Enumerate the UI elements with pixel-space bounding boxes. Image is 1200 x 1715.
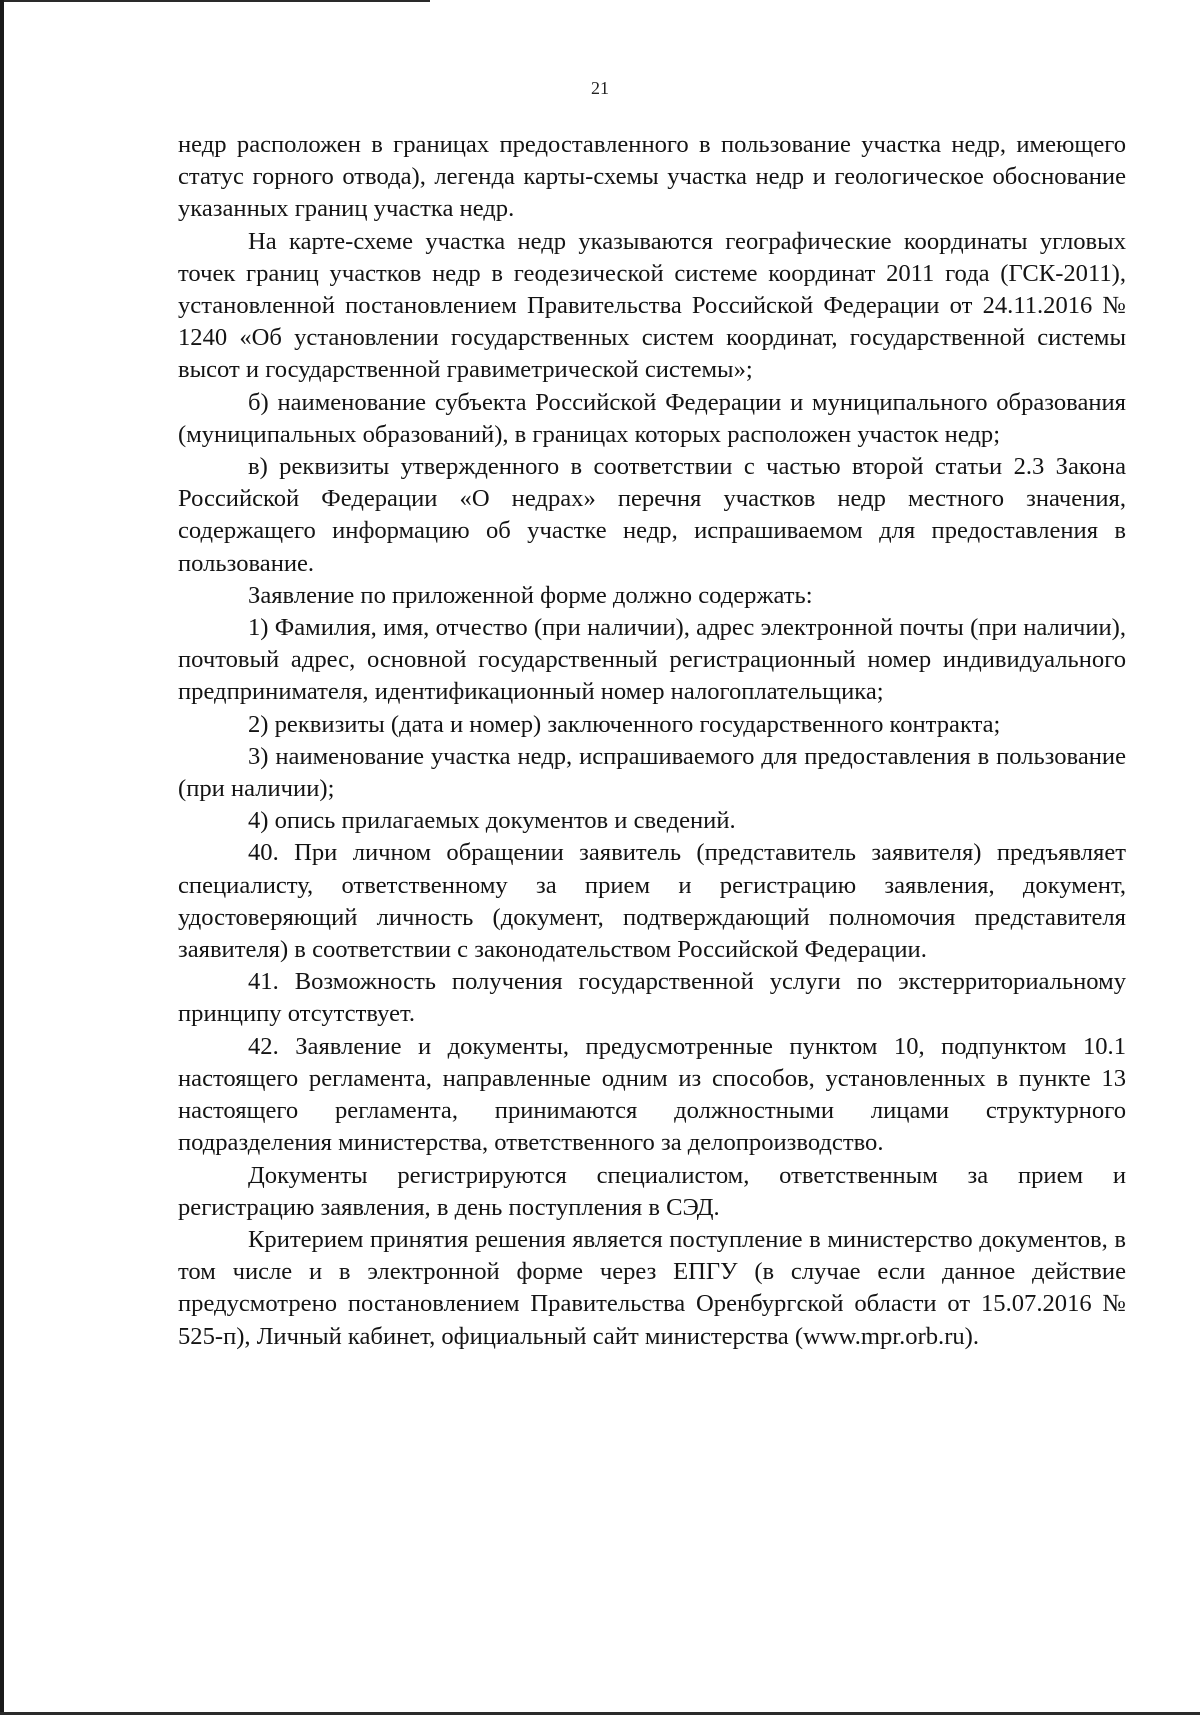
paragraph-clause-42: 42. Заявление и документы, предусмотренные пунктом 10, подпунктом 10.1 настоящего регламента, направленные одним из способов, установленных в пункте 13 настоящего регламента, принимаются должностными лицами структурного подразделения министерства, ответственного за делопроизводство. <box>178 1032 1126 1157</box>
paragraph-continuation: недр расположен в границах предоставленного в пользование участка недр, имеющего статус горного отвода), легенда карты-схемы участка недр и геологическое обоснование указанных границ участка недр. <box>178 131 1126 223</box>
paragraph-item-2: 2) реквизиты (дата и номер) заключенного государственного контракта; <box>248 710 1001 738</box>
paragraph-item-b: б) наименование субъекта Российской Федерации и муниципального образования (муниципальных образований), в границах которых расположен участок недр; <box>178 388 1126 448</box>
paragraph-item-v: в) реквизиты утвержденного в соответствии с частью второй статьи 2.3 Закона Российской Федерации «О недрах» перечня участков недр местного значения, содержащего информацию об участке недр, испрашиваемом для предоставления в пользование. <box>178 453 1126 577</box>
paragraph-registration: Документы регистрируются специалистом, ответственным за прием и регистрацию заявления, в день поступления в СЭД. <box>178 1161 1126 1221</box>
page-body <box>178 129 1126 1353</box>
paragraph-clause-40: 40. При личном обращении заявитель (представитель заявителя) предъявляет специалисту, ответственному за прием и регистрацию заявления, документ, удостоверяющий личность (документ, подтверждающий полномочия представителя заявителя) в соответствии с законодательством Российской Федерации. <box>178 839 1126 964</box>
paragraph-decision-criterion: Критерием принятия решения является поступление в министерство документов, в том числе и в электронной форме через ЕПГУ (в случае если данное действие предусмотрено постановлением Правительства Оренбургской области от 15.07.2016 № 525-п), Личный кабинет, официальный сайт министерства (www.mpr.orb.ru). <box>178 1225 1126 1350</box>
paragraph-clause-41: 41. Возможность получения государственной услуги по экстерриториальному принципу отсутствует. <box>178 968 1126 1028</box>
page-number: 21 <box>591 78 609 98</box>
paragraph-item-3: 3) наименование участка недр, испрашиваемого для предоставления в пользование (при наличии); <box>178 742 1126 803</box>
paragraph-item-4: 4) опись прилагаемых документов и сведений. <box>248 807 736 835</box>
scan-edge-top <box>0 0 430 2</box>
paragraph-item-1: 1) Фамилия, имя, отчество (при наличии), адрес электронной почты (при наличии), почтовый адрес, основной государственный регистрационный номер индивидуального предпринимателя, идентификационный номер налогоплательщика; <box>178 614 1126 706</box>
paragraph-map-coordinates: На карте-схеме участка недр указываются географические координаты угловых точек границ участков недр в геодезической системе координат 2011 года (ГСК-2011), установленной постановлением Правительства Российской Федерации от 24.11.2016 № 1240 «Об установлении государственных систем координат, государственной системы высот и государственной гравиметрической системы»; <box>178 227 1126 384</box>
paragraph-application-form: Заявление по приложенной форме должно содержать: <box>248 581 813 609</box>
scan-edge-left <box>0 0 4 1715</box>
